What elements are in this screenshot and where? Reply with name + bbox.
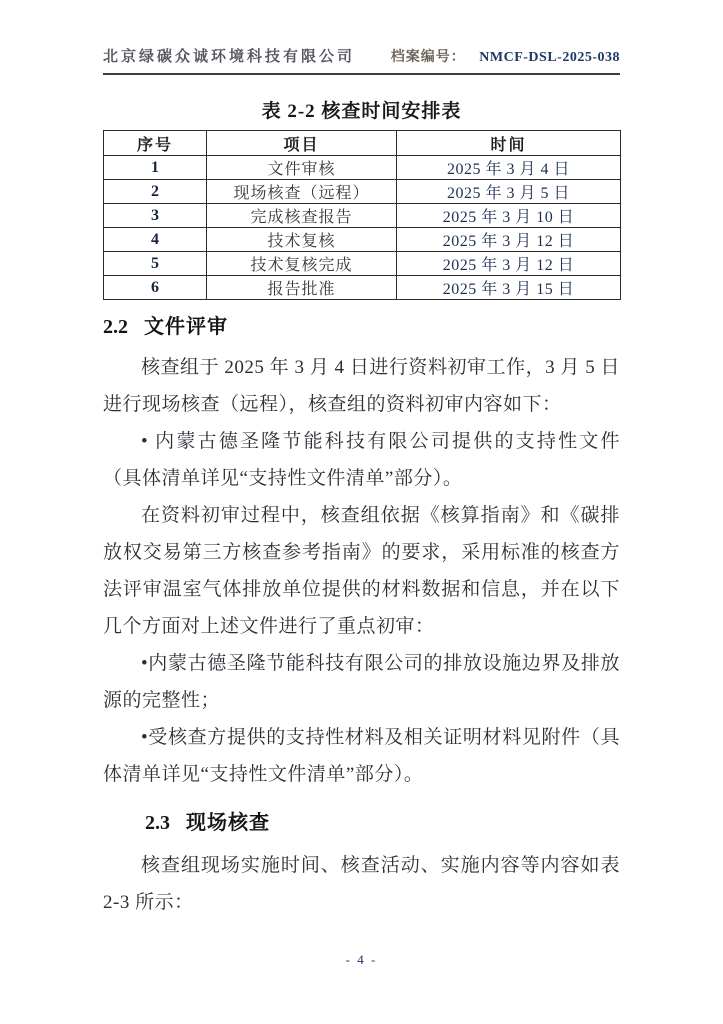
- row-item: 现场核查（远程）: [207, 180, 397, 204]
- bullet-item: •受核查方提供的支持性材料及相关证明材料见附件（具体清单详见“支持性文件清单”部分）。: [103, 727, 620, 785]
- section-heading-2-2: [103, 309, 620, 346]
- archive-number-value: NMCF-DSL-2025-038: [479, 50, 620, 65]
- section-title: 文件评审: [144, 316, 228, 338]
- row-item: 技术复核: [207, 228, 397, 252]
- row-time: 2025 年 3 月 4 日: [397, 156, 621, 180]
- row-time: 2025 年 3 月 12 日: [397, 252, 621, 276]
- archive-number-block: [391, 46, 620, 66]
- row-time: 2025 年 3 月 12 日: [397, 228, 621, 252]
- table-row: [104, 276, 621, 300]
- table-title: 表 2-2 核查时间安排表: [261, 101, 462, 122]
- table-row: [104, 156, 621, 180]
- verification-schedule-table: [103, 130, 621, 300]
- table-header-row: [104, 131, 621, 156]
- bullet-item: • 内蒙古德圣隆节能科技有限公司提供的支持性文件（具体清单详见“支持性文件清单”部分）。: [103, 431, 620, 489]
- paragraph: 核查组于 2025 年 3 月 4 日进行资料初审工作，3 月 5 日进行现场核查（远程），核查组的资料初审内容如下：: [103, 357, 620, 415]
- row-seq: 3: [104, 204, 207, 228]
- section-number: 2.2: [103, 316, 128, 338]
- section-title: 现场核查: [186, 812, 270, 834]
- page-number: - 4 -: [345, 952, 378, 967]
- row-time: 2025 年 3 月 5 日: [397, 180, 621, 204]
- row-time: 2025 年 3 月 15 日: [397, 276, 621, 300]
- row-time: 2025 年 3 月 10 日: [397, 204, 621, 228]
- row-seq: 2: [104, 180, 207, 204]
- row-seq: 1: [104, 156, 207, 180]
- bullet-item: •内蒙古德圣隆节能科技有限公司的排放设施边界及排放源的完整性；: [103, 653, 620, 711]
- row-item: 技术复核完成: [207, 252, 397, 276]
- table-row: [104, 180, 621, 204]
- page-content: [103, 45, 620, 921]
- row-item: 完成核查报告: [207, 204, 397, 228]
- row-item: 文件审核: [207, 156, 397, 180]
- table-row: [104, 228, 621, 252]
- row-seq: 6: [104, 276, 207, 300]
- row-seq: 5: [104, 252, 207, 276]
- section-heading-2-3: [103, 805, 620, 842]
- column-header-seq: 序号: [104, 131, 207, 156]
- company-name: 北京绿碳众诚环境科技有限公司: [103, 49, 356, 65]
- archive-number-label: 档案编号：: [390, 50, 466, 65]
- column-header-item: 项目: [207, 131, 397, 156]
- table-row: [104, 252, 621, 276]
- table-row: [104, 204, 621, 228]
- document-body: [103, 309, 620, 921]
- paragraph: 在资料初审过程中，核查组依据《核算指南》和《碳排放权交易第三方核查参考指南》的要求，采用标准的核查方法评审温室气体排放单位提供的材料数据和信息，并在以下几个方面对上述文件进行了重点初审：: [103, 505, 620, 637]
- row-item: 报告批准: [207, 276, 397, 300]
- paragraph: 核查组现场实施时间、核查活动、实施内容等内容如表 2-3 所示：: [103, 855, 620, 913]
- row-seq: 4: [104, 228, 207, 252]
- section-number: 2.3: [145, 812, 170, 834]
- page-header: [103, 45, 620, 75]
- column-header-time: 时间: [397, 131, 621, 156]
